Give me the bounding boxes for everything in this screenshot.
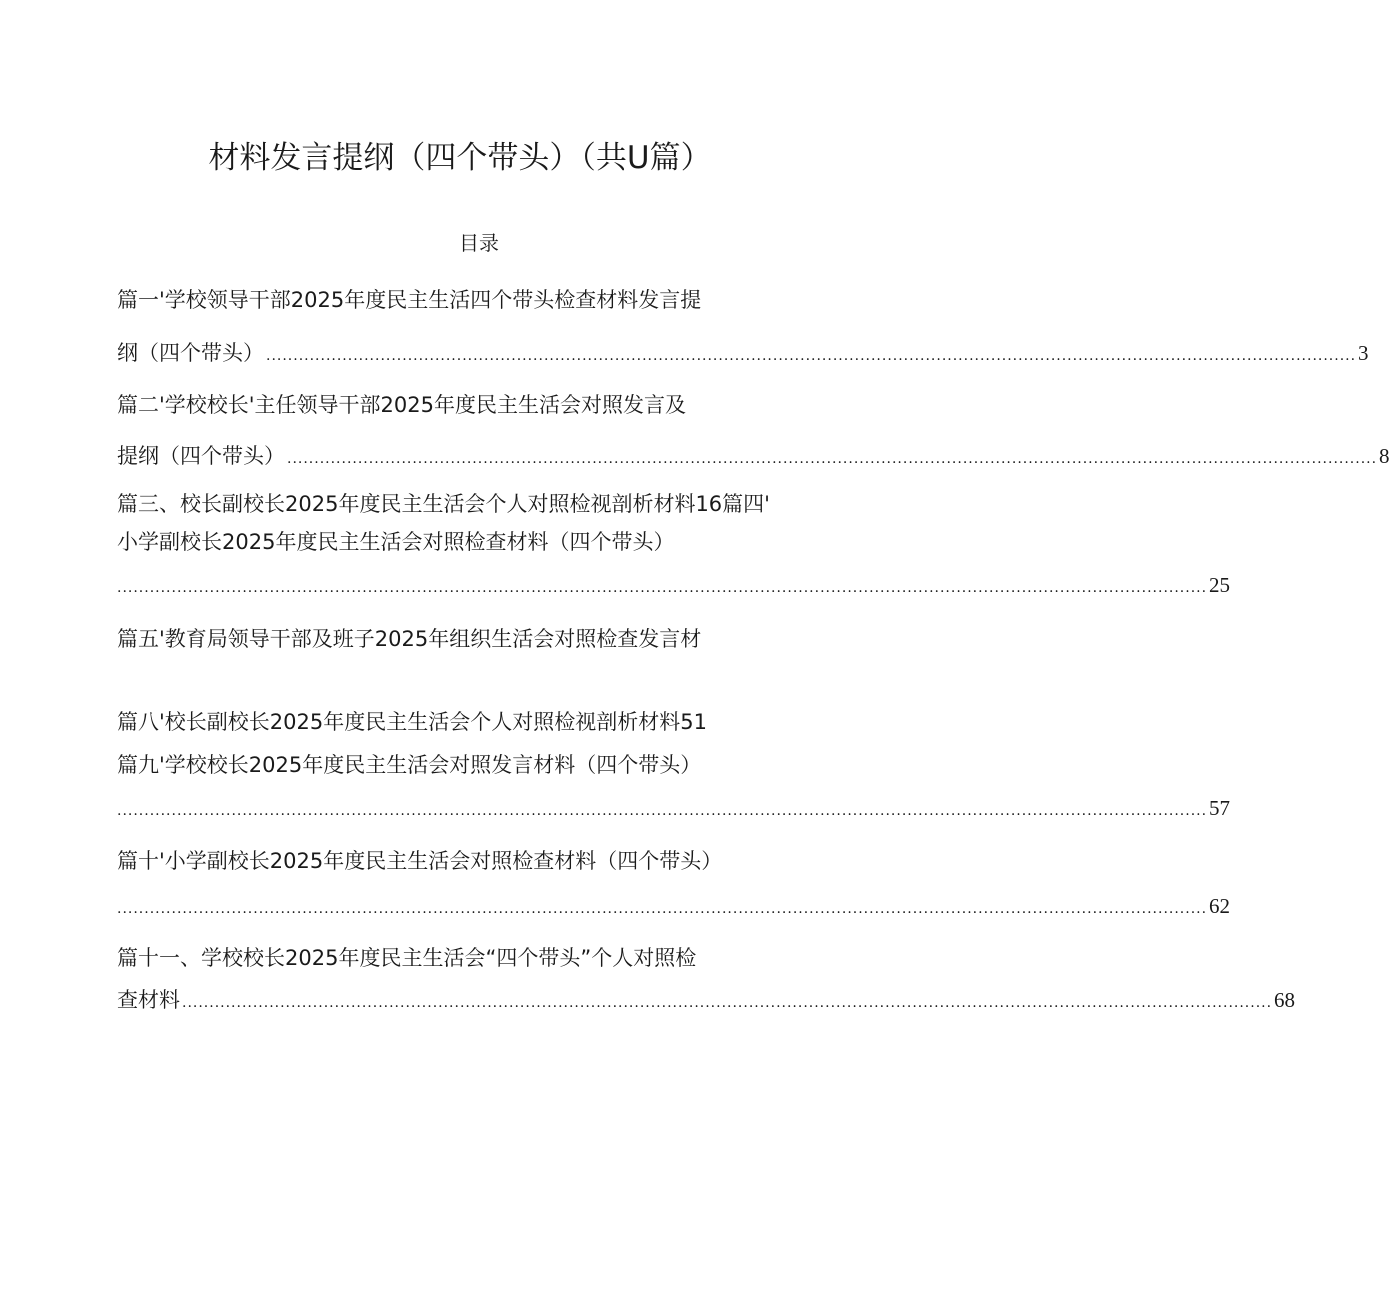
toc-entry-2-line1[interactable]: 篇二'学校校长'主任领导干部2025年度民主生活会对照发言及 xyxy=(117,393,686,417)
toc-heading: 目录 xyxy=(459,231,499,255)
toc-entry-6-line1[interactable]: 篇九'学校校长2025年度民主生活会对照发言材料（四个带头） xyxy=(117,753,702,777)
toc-entry-1-line1[interactable]: 篇一'学校领导干部2025年度民主生活四个带头检查材料发言提 xyxy=(117,288,702,312)
toc-entry-4[interactable]: 篇五'教育局领导干部及班子2025年组织生活会对照检查发言材 xyxy=(117,627,702,651)
page-number: 62 xyxy=(1209,894,1231,918)
dot-leader: ........................................................................................................................................................................................................ xyxy=(287,451,1378,467)
toc-entry-3-line3[interactable] xyxy=(117,570,1231,600)
document-title: 材料发言提纲（四个带头）（共U篇） xyxy=(208,140,712,176)
toc-entry-3-line2[interactable]: 小学副校长2025年度民主生活会对照检查材料（四个带头） xyxy=(117,530,675,554)
toc-entry-3-line1[interactable]: 篇三、校长副校长2025年度民主生活会个人对照检视剖析材料16篇四' xyxy=(117,492,770,516)
toc-entry-6-line2[interactable] xyxy=(117,793,1231,823)
page-number: 25 xyxy=(1209,573,1231,597)
toc-entry-7-line1[interactable]: 篇十'小学副校长2025年度民主生活会对照检查材料（四个带头） xyxy=(117,849,723,873)
dot-leader: ........................................................................................................................................................................................................ xyxy=(117,803,1208,819)
toc-entry-5[interactable]: 篇八'校长副校长2025年度民主生活会个人对照检视剖析材料51 xyxy=(117,710,707,734)
page-number: 8 xyxy=(1379,444,1390,468)
toc-entry-1-line2[interactable] xyxy=(117,338,1369,368)
toc-entry-text: 纲（四个带头） xyxy=(117,341,264,365)
dot-leader: ........................................................................................................................................................................................................ xyxy=(117,901,1208,917)
dot-leader: ........................................................................................................................................................................................................ xyxy=(117,580,1208,596)
toc-entry-2-line2[interactable] xyxy=(117,441,1390,471)
toc-entry-text: 查材料 xyxy=(117,988,180,1012)
toc-entry-text: 提纲（四个带头） xyxy=(117,444,285,468)
toc-entry-7-line2[interactable] xyxy=(117,891,1231,921)
page-number: 57 xyxy=(1209,796,1231,820)
toc-entry-8-line1[interactable]: 篇十一、学校校长2025年度民主生活会“四个带头”个人对照检 xyxy=(117,946,697,970)
dot-leader: ........................................................................................................................................................................................................ xyxy=(266,348,1357,364)
toc-entry-8-line2[interactable] xyxy=(117,985,1296,1015)
page-number: 68 xyxy=(1274,988,1296,1012)
dot-leader: ........................................................................................................................................................................................................ xyxy=(182,995,1273,1011)
page-number: 3 xyxy=(1358,341,1369,365)
